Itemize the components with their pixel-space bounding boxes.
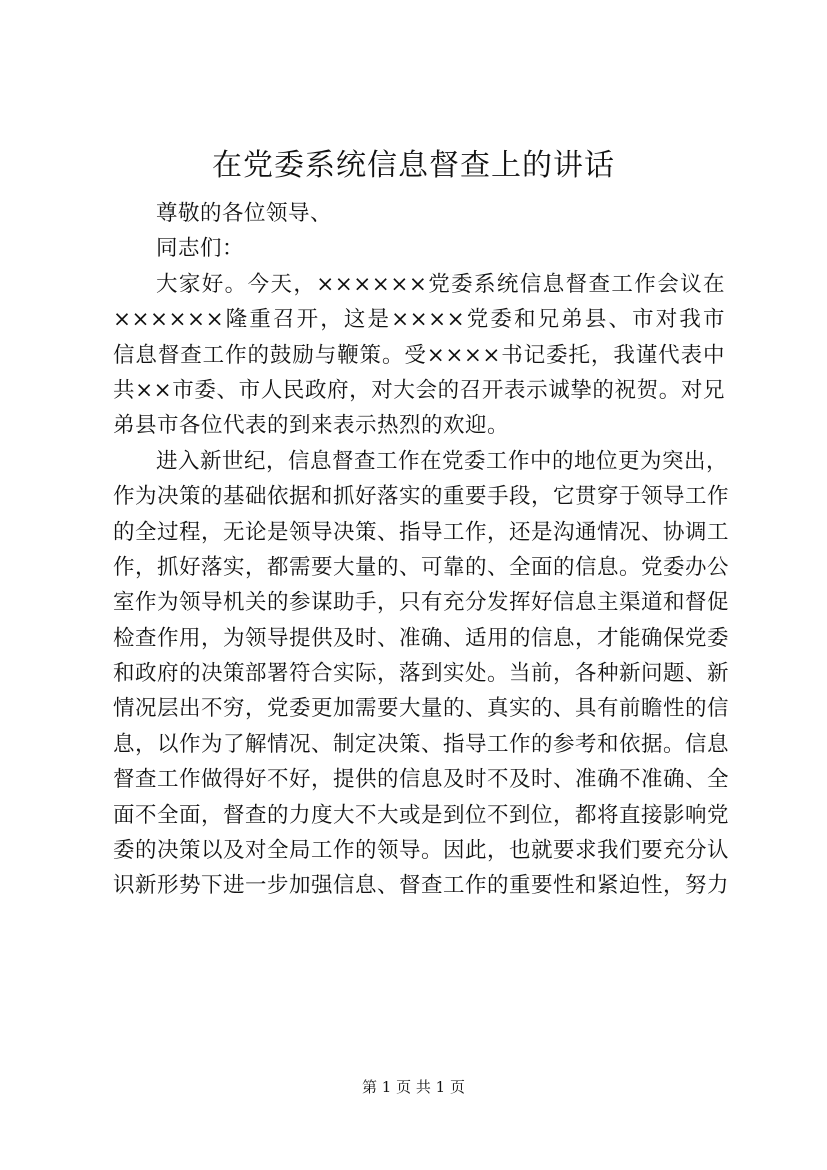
paragraph-line: 息，以作为了解情况、制定决策、指导工作的参考和依据。信息 [113,731,730,757]
salutation-line: 尊敬的各位领导、 [156,201,333,226]
paragraph-line: 信息督查工作的鼓励与鞭策。受××××书记委托，我谨代表中 [113,342,725,368]
paragraph-line: 和政府的决策部署符合实际，落到实处。当前，各种新问题、新 [113,661,730,687]
document-body [113,196,730,904]
paragraph-line: 进入新世纪，信息督查工作在党委工作中的地位更为突出， [156,448,729,474]
paragraph-line: 大家好。今天，××××××党委系统信息督查工作会议在 [156,271,725,297]
paragraph-line: 室作为领导机关的参谋助手，只有充分发挥好信息主渠道和督促 [113,590,730,616]
paragraph-line: 识新形势下进一步加强信息、督查工作的重要性和紧迫性，努力 [113,873,730,899]
paragraph-line: 面不全面，督查的力度大不大或是到位不到位，都将直接影响党 [113,802,730,828]
paragraph-line: 委的决策以及对全局工作的领导。因此，也就要求我们要充分认 [113,838,730,864]
paragraph-line: 弟县市各位代表的到来表示热烈的欢迎。 [113,413,510,439]
paragraph-line: 的全过程，无论是领导决策、指导工作，还是沟通情况、协调工 [113,519,730,545]
paragraph-line: 作为决策的基础依据和抓好落实的重要手段，它贯穿于领导工作 [113,484,730,510]
paragraph-line: 共××市委、市人民政府，对大会的召开表示诚挚的祝贺。对兄 [113,377,725,403]
paragraph-line: 作，抓好落实，都需要大量的、可靠的、全面的信息。党委办公 [113,554,730,580]
document-title: 在党委系统信息督查上的讲话 [212,148,615,183]
paragraph-line: 检查作用，为领导提供及时、准确、适用的信息，才能确保党委 [113,625,730,651]
paragraph-line: ××××××隆重召开，这是××××党委和兄弟县、市对我市 [113,307,725,333]
paragraph-line: 情况层出不穷，党委更加需要大量的、真实的、具有前瞻性的信 [113,696,730,722]
salutation-line: 同志们： [156,236,245,262]
page-footer: 第 1 页 共 1 页 [362,1078,465,1096]
paragraph-line: 督查工作做得好不好，提供的信息及时不及时、准确不准确、全 [113,767,730,793]
